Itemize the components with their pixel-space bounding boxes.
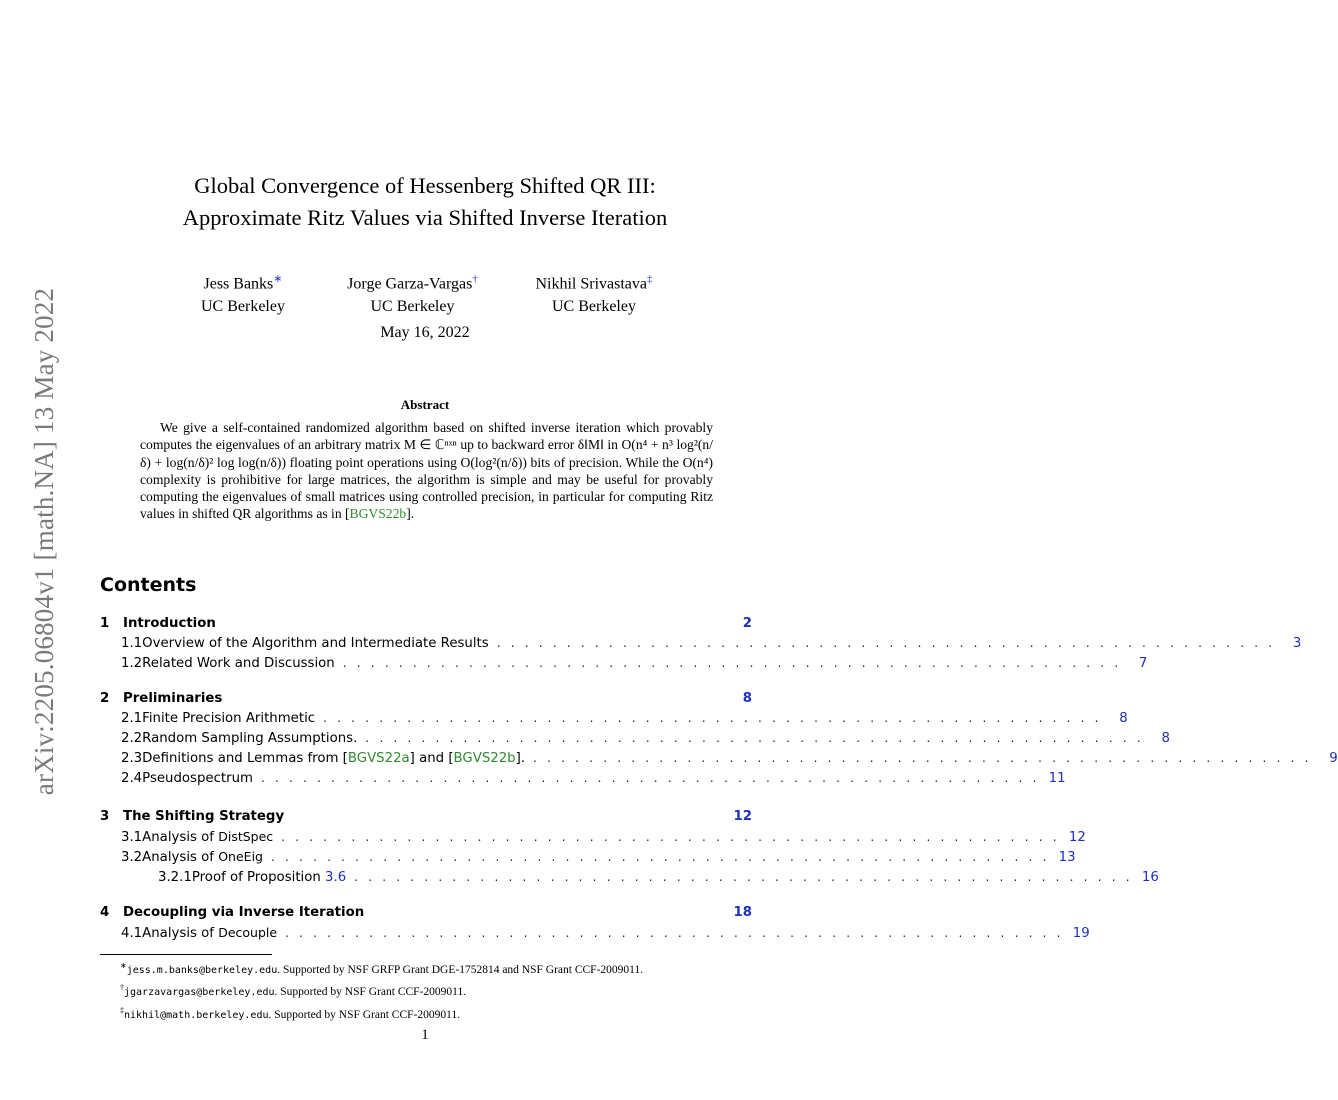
footnote-rule — [100, 954, 272, 955]
citation-link[interactable]: BGVS22a — [347, 751, 410, 766]
toc-section-preliminaries[interactable]: 2 Preliminaries 8 — [100, 691, 752, 706]
footnote-mark[interactable]: ∗ — [273, 273, 283, 285]
toc-subsection[interactable]: 2.1 Finite Precision Arithmetic . . . . . . . . . . . . . . . . . . . . . . . . . . . . . . . . . . . . . . . . . . . . . . . . . . . . . . . . 8 — [121, 711, 1128, 726]
contents-heading: Contents — [100, 574, 197, 596]
toc-subsection[interactable]: 2.2 Random Sampling Assumptions. . . . . . . . . . . . . . . . . . . . . . . . . . . . . . . . . . . . . . . . . . . . . . . . . . . . . . . . . 8 — [121, 731, 1170, 746]
footnote-mark[interactable]: ‡ — [647, 273, 653, 285]
toc-subsubsection[interactable]: 3.2.1 Proof of Proposition 3.6 . . . . . . . . . . . . . . . . . . . . . . . . . . . . . . . . . . . . . . . . . . . . . . . . . . . . . . . . 16 — [158, 870, 1159, 885]
footnote-mark[interactable]: † — [472, 273, 478, 285]
toc-section-introduction[interactable]: 1 Introduction 2 — [100, 616, 752, 631]
author-2: Jorge Garza-Vargas† UC Berkeley — [347, 273, 478, 316]
email-link[interactable]: jess.m.banks@berkeley.edu — [126, 964, 278, 976]
abstract-body: We give a self-contained randomized algorithm based on shifted inverse iteration which provably computes the eigenvalues of an arbitrary matrix M ∈ ℂⁿˣⁿ up to backward error δ‖M‖ in O(n⁴ + n³ log²(n/δ) + log(n/δ)² log log(n/δ)) floating point operations using O(log²(n/δ)) bits of precision. While the O(n⁴) complexity is prohibitive for large matrices, the algorithm is simple and may be useful for provably computing the eigenvalues of small matrices using controlled precision, in particular for computing Ritz values in shifted QR algorithms as in [BGVS22b]. — [140, 420, 713, 522]
email-link[interactable]: jgarzavargas@berkeley.edu — [124, 987, 275, 999]
citation-link[interactable]: BGVS22b — [453, 751, 516, 766]
toc-section-shifting-strategy[interactable]: 3 The Shifting Strategy 12 — [100, 809, 752, 824]
footnote: ∗jess.m.banks@berkeley.edu. Supported by NSF GRFP Grant DGE-1752814 and NSF Grant CCF-2009011. — [120, 961, 644, 976]
citation-link[interactable]: BGVS22b — [349, 506, 407, 522]
arxiv-stamp: arXiv:2205.06804v1 [math.NA] 13 May 2022 — [29, 287, 60, 795]
toc-subsection[interactable]: 2.3 Definitions and Lemmas from [BGVS22a] and [BGVS22b]. . . . . . . . . . . . . . . . . . . . . . . . . . . . . . . . . . . . . . . . . . . . . . . . . . . . . . . . . 9 — [121, 751, 1338, 766]
footnotes — [120, 957, 760, 1024]
abstract-heading: Abstract — [400, 397, 450, 412]
toc-subsection[interactable]: 3.2 Analysis of OneEig . . . . . . . . . . . . . . . . . . . . . . . . . . . . . . . . . . . . . . . . . . . . . . . . . . . . . . . . 13 — [121, 849, 1076, 865]
proposition-ref-link[interactable]: 3.6 — [325, 870, 347, 885]
footnote: ‡nikhil@math.berkeley.edu. Supported by NSF Grant CCF-2009011. — [120, 1005, 461, 1021]
toc-subsection[interactable]: 1.2 Related Work and Discussion . . . . . . . . . . . . . . . . . . . . . . . . . . . . . . . . . . . . . . . . . . . . . . . . . . . . . . . . 7 — [121, 656, 1148, 671]
footnote: †jgarzavargas@berkeley.edu. Supported by NSF Grant CCF-2009011. — [120, 983, 467, 999]
toc-subsection[interactable]: 2.4 Pseudospectrum . . . . . . . . . . . . . . . . . . . . . . . . . . . . . . . . . . . . . . . . . . . . . . . . . . . . . . . . 11 — [121, 771, 1066, 786]
email-link[interactable]: nikhil@math.berkeley.edu — [124, 1009, 269, 1021]
paper-title: Global Convergence of Hessenberg Shifted QR III: Approximate Ritz Values via Shifted Inverse Iteration — [182, 173, 668, 230]
date: May 16, 2022 — [380, 324, 470, 341]
author-3: Nikhil Srivastava‡ UC Berkeley — [535, 273, 653, 316]
toc-subsection[interactable]: 1.1 Overview of the Algorithm and Intermediate Results . . . . . . . . . . . . . . . . . . . . . . . . . . . . . . . . . . . . . . . . . . . . . . . . . . . . . . . . 3 — [121, 636, 1302, 651]
toc-section-decoupling[interactable]: 4 Decoupling via Inverse Iteration 18 — [100, 905, 752, 920]
page-number: 1 — [421, 1027, 429, 1043]
author-1: Jess Banks∗ UC Berkeley — [201, 273, 285, 316]
toc-subsection[interactable]: 3.1 Analysis of DistSpec . . . . . . . . . . . . . . . . . . . . . . . . . . . . . . . . . . . . . . . . . . . . . . . . . . . . . . . . 12 — [121, 829, 1086, 845]
toc-subsection[interactable]: 4.1 Analysis of Decouple . . . . . . . . . . . . . . . . . . . . . . . . . . . . . . . . . . . . . . . . . . . . . . . . . . . . . . . . 19 — [121, 925, 1090, 941]
